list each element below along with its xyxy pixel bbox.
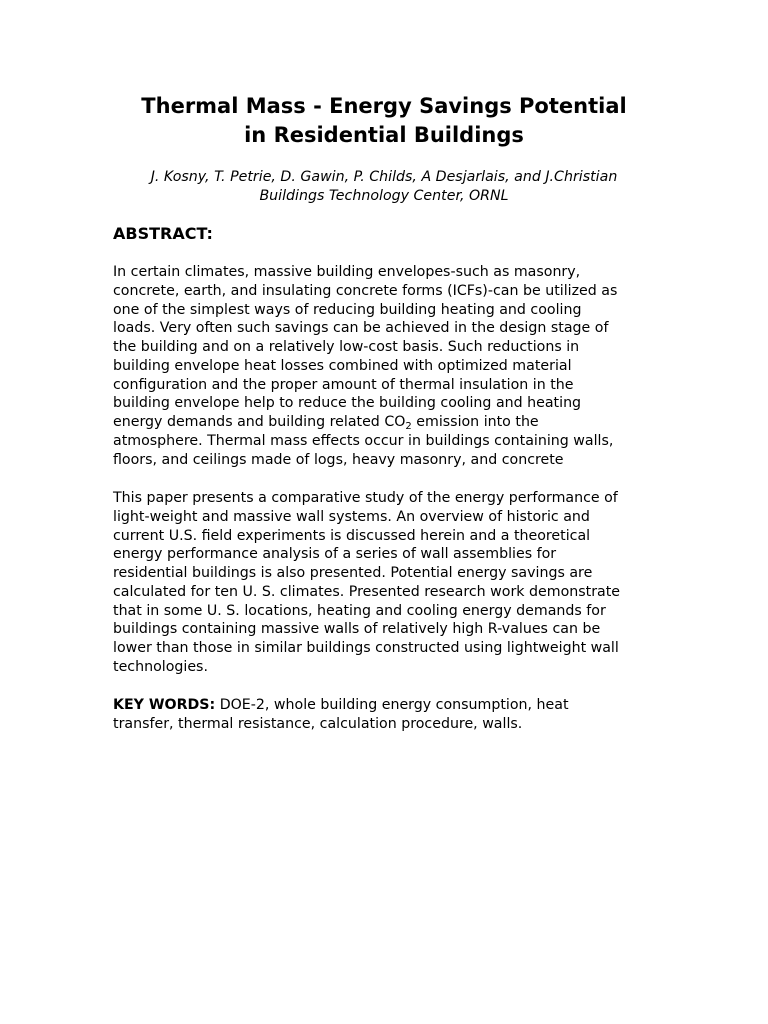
text-line: light-weight and massive wall systems. An overview of historic and bbox=[113, 508, 590, 525]
author-block bbox=[90, 168, 678, 206]
keywords-line: transfer, thermal resistance, calculation procedure, walls. bbox=[113, 715, 523, 732]
text-line: energy performance analysis of a series of wall assemblies for bbox=[113, 546, 557, 563]
co2-text-line bbox=[113, 413, 673, 432]
text-line: buildings containing massive walls of relatively high R-values can be bbox=[113, 621, 601, 638]
authors-line: J. Kosny, T. Petrie, D. Gawin, P. Childs, A Desjarlais, and J.Christian bbox=[150, 169, 618, 185]
text-line: building envelope heat losses combined with optimized material bbox=[113, 357, 572, 374]
co2-line-suffix: emission into the bbox=[411, 414, 539, 430]
co2-subscript: 2 bbox=[405, 421, 412, 432]
text-line: atmosphere. Thermal mass effects occur in buildings containing walls, bbox=[113, 432, 614, 449]
text-line: the building and on a relatively low-cost basis. Such reductions in bbox=[113, 339, 580, 355]
abstract-paragraph-1 bbox=[113, 263, 673, 469]
text-line: In certain climates, massive building envelopes-such as masonry, bbox=[113, 264, 581, 280]
text-line: current U.S. field experiments is discussed herein and a theoretical bbox=[113, 527, 591, 544]
keywords-label: KEY WORDS: bbox=[113, 697, 216, 713]
text-line: one of the simplest ways of reducing building heating and cooling bbox=[113, 301, 582, 318]
keywords-paragraph bbox=[113, 696, 673, 734]
text-line: floors, and ceilings made of logs, heavy masonry, and concrete bbox=[113, 451, 564, 468]
text-line: concrete, earth, and insulating concrete forms (ICFs)-can be utilized as bbox=[113, 282, 618, 299]
affiliation-line: Buildings Technology Center, ORNL bbox=[259, 188, 509, 204]
keywords-text: DOE-2, whole building energy consumption, heat bbox=[215, 697, 569, 713]
abstract-heading: ABSTRACT: bbox=[113, 224, 213, 243]
text-line: that in some U. S. locations, heating and cooling energy demands for bbox=[113, 602, 606, 619]
text-line: This paper presents a comparative study of the energy performance of bbox=[113, 490, 618, 506]
keywords-line bbox=[113, 696, 673, 715]
text-line: loads. Very often such savings can be achieved in the design stage of bbox=[113, 320, 609, 337]
text-line: technologies. bbox=[113, 658, 208, 675]
text-line: lower than those in similar buildings constructed using lightweight wall bbox=[113, 640, 619, 656]
title-line: in Residential Buildings bbox=[244, 123, 524, 147]
title-line: Thermal Mass - Energy Savings Potential bbox=[141, 94, 627, 118]
paper-title bbox=[90, 92, 678, 150]
abstract-paragraph-2 bbox=[113, 489, 673, 677]
text-line: building envelope help to reduce the building cooling and heating bbox=[113, 395, 582, 412]
text-line: calculated for ten U. S. climates. Presented research work demonstrate bbox=[113, 583, 621, 600]
text-line: configuration and the proper amount of thermal insulation in the bbox=[113, 376, 574, 393]
text-line: residential buildings is also presented. Potential energy savings are bbox=[113, 565, 593, 581]
co2-line-prefix: energy demands and building related CO bbox=[113, 414, 406, 430]
